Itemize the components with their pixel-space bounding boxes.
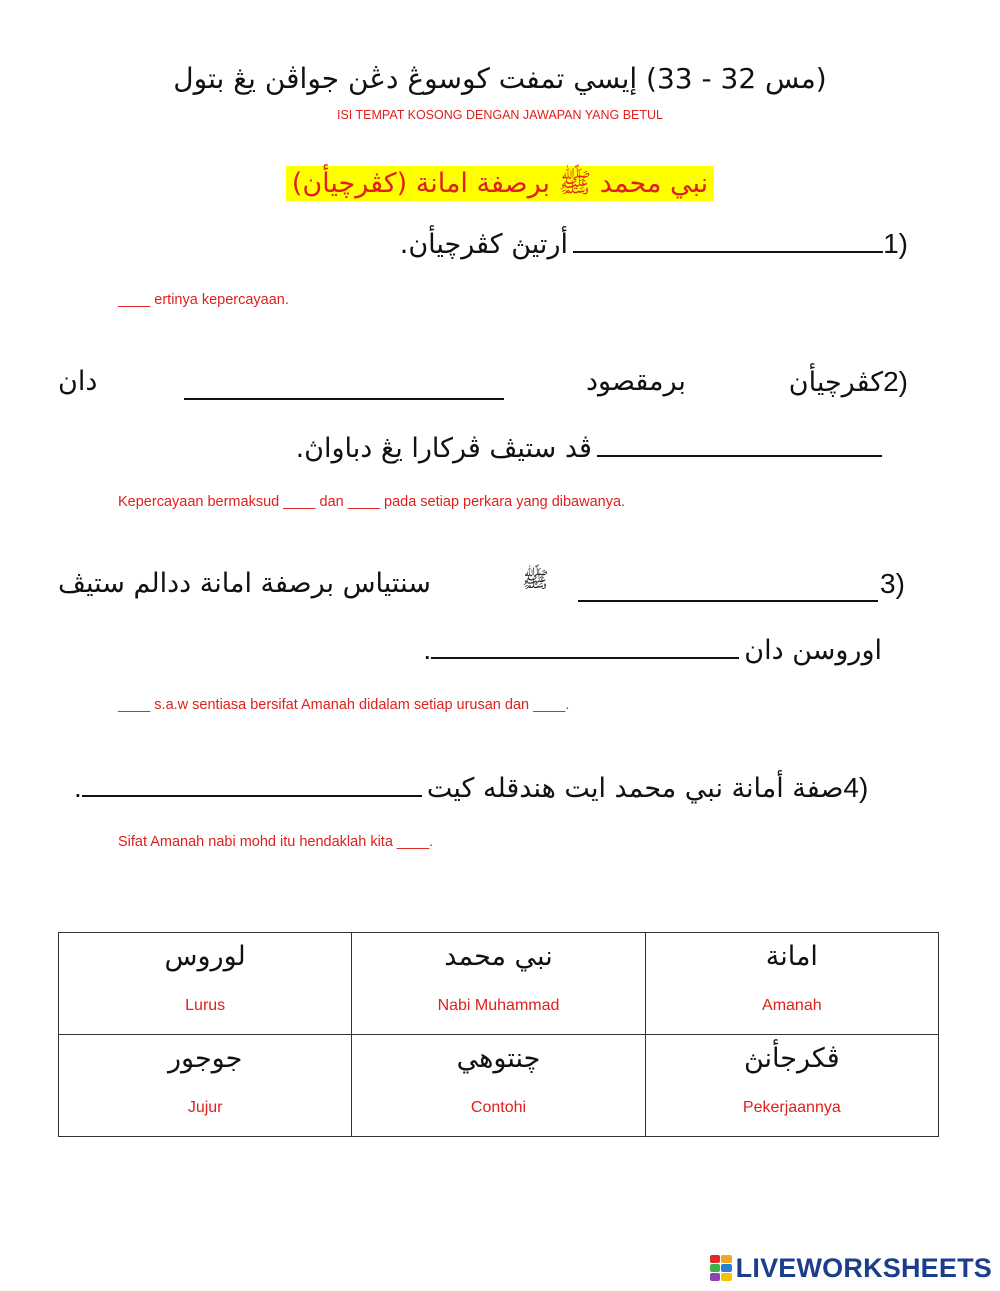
question-2-line-2-text: ڤد ستيڤ ڤرکارا يڠ دباواڽ.	[295, 433, 592, 464]
liveworksheets-logo-icon	[710, 1255, 732, 1281]
question-2-line-2	[296, 433, 882, 464]
question-3-translation: ____ s.a.w sentiasa bersifat Amanah didalam setiap urusan dan ____.	[118, 697, 570, 713]
question-2-word-bermaksud: برمقصود	[586, 366, 686, 397]
word-latin: Nabi Muhammad	[437, 997, 560, 1014]
salawat-symbol: ﷺ	[522, 568, 549, 593]
word-bank-cell	[352, 933, 645, 1035]
word-bank-cell	[645, 1035, 938, 1137]
word-latin: Contohi	[470, 1099, 527, 1116]
question-1	[400, 228, 908, 260]
question-3-blank-2[interactable]	[431, 657, 739, 659]
word-latin: Jujur	[187, 1099, 223, 1116]
word-arabic: چنتوهي	[456, 1043, 541, 1074]
question-2-word-kepercayaan: کڤرچيأن	[788, 367, 884, 398]
worksheet-title: (مس 32 - 33) إيسي تمفت کوسوڠ دڠن جواڤن يڠ بتول	[173, 62, 827, 95]
question-2-blank-2[interactable]	[597, 455, 882, 457]
question-1-translation: ____ ertinya kepercayaan.	[118, 292, 289, 308]
question-3-number: 3)	[880, 568, 905, 599]
word-arabic: نبي محمد	[444, 941, 553, 972]
liveworksheets-brand: LIVEWORKSHEETS	[735, 1252, 992, 1283]
word-bank-cell	[59, 933, 352, 1035]
question-3-period: .	[423, 634, 432, 665]
question-4-period: .	[74, 772, 82, 803]
word-arabic: جوجور	[168, 1043, 243, 1074]
question-3-blank-1[interactable]	[578, 600, 878, 602]
word-latin: Pekerjaannya	[742, 1099, 841, 1116]
question-2-number: 2)	[883, 366, 908, 397]
liveworksheets-logo[interactable]	[710, 1253, 992, 1283]
word-bank-row	[59, 1035, 939, 1137]
question-3-line-2	[423, 634, 882, 666]
word-latin: Lurus	[185, 997, 226, 1014]
word-latin: Amanah	[762, 997, 822, 1014]
word-bank-row	[59, 933, 939, 1035]
question-2-translation: Kepercayaan bermaksud ____ dan ____ pada setiap perkara yang dibawanya.	[118, 494, 626, 510]
question-4-text: صفة أمانة نبي محمد ايت هندقله کيت	[426, 773, 844, 804]
word-bank-cell	[59, 1035, 352, 1137]
word-bank-cell	[352, 1035, 645, 1137]
question-4-number: 4)	[843, 772, 869, 803]
logo-tile	[710, 1273, 721, 1281]
worksheet-subtitle: ISI TEMPAT KOSONG DENGAN JAWAPAN YANG BETUL	[337, 108, 663, 122]
question-2-blank-1[interactable]	[184, 398, 504, 400]
topic-heading: نبي محمد ﷺ برصفة امانة (کڤرچيأن)	[286, 166, 714, 201]
question-4	[74, 772, 868, 804]
question-1-number: 1)	[883, 228, 908, 259]
word-arabic: امانة	[765, 941, 818, 972]
word-arabic: ڤکرجأنڽ	[743, 1043, 840, 1074]
logo-tile	[721, 1273, 732, 1281]
question-1-blank[interactable]	[573, 251, 883, 253]
word-bank-cell	[645, 933, 938, 1035]
logo-tile	[721, 1264, 732, 1272]
logo-tile	[710, 1264, 721, 1272]
question-2	[789, 366, 908, 398]
question-4-translation: Sifat Amanah nabi mohd itu hendaklah kita ____.	[118, 834, 434, 850]
question-3-line-2-text: اوروسن دان	[744, 635, 882, 666]
word-arabic: لوروس	[164, 941, 246, 972]
question-2-word-dan: دان	[58, 366, 98, 397]
word-bank-table	[58, 932, 939, 1137]
question-3-text: سنتياس برصفة امانة ددالم ستيڤ	[58, 568, 431, 599]
question-1-text: أرتيڽ کڤرچيأن.	[399, 229, 568, 260]
logo-tile	[710, 1255, 721, 1263]
question-4-blank[interactable]	[82, 795, 422, 797]
logo-tile	[721, 1255, 732, 1263]
